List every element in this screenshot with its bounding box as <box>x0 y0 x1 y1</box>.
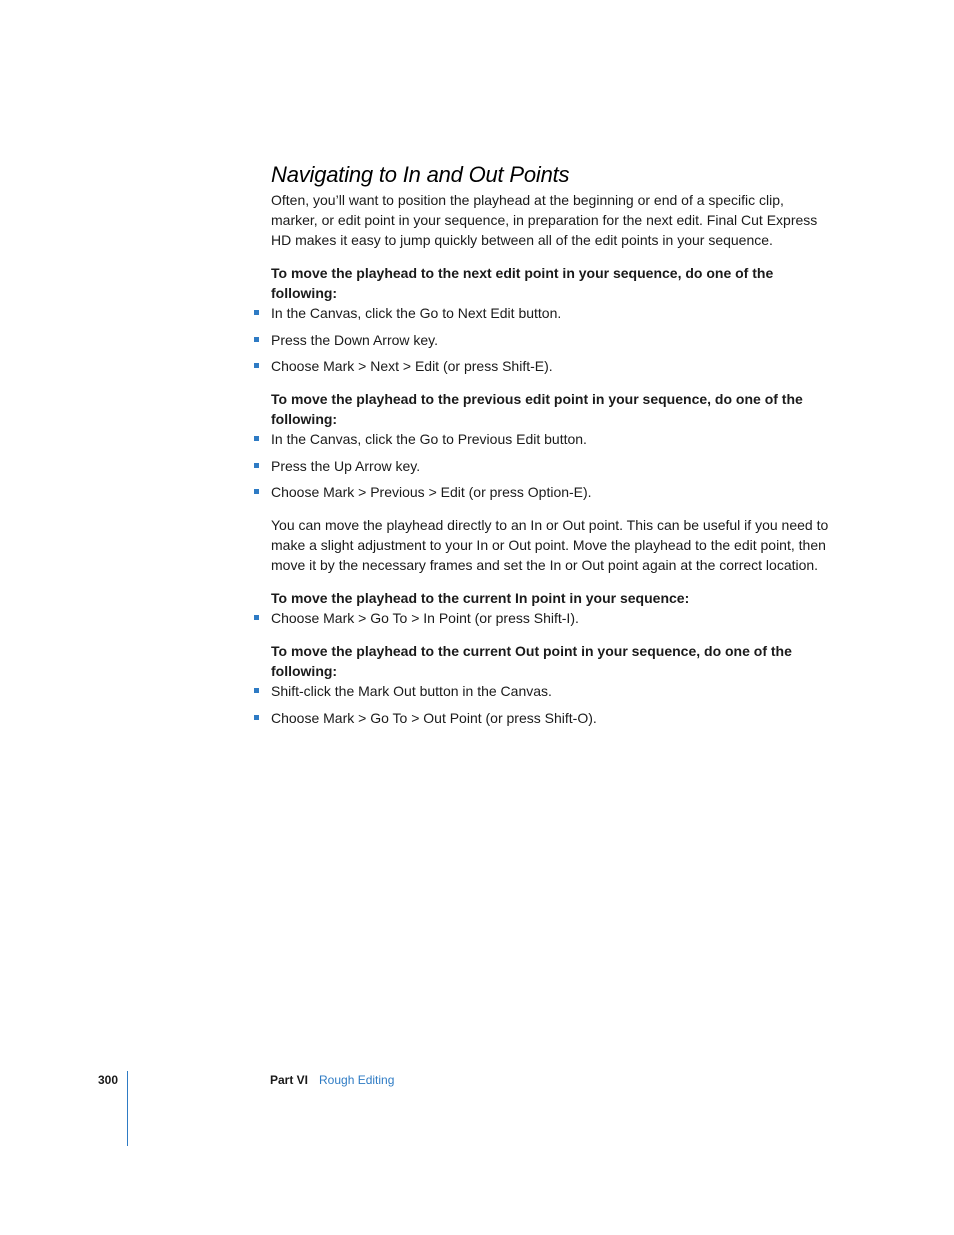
square-bullet-icon <box>254 436 259 441</box>
intro-paragraph: Often, you’ll want to position the playhead at the beginning or end of a specific clip, marker, or edit point in your sequence, in preparation for the next edit. Final Cut Express HD makes it easy to jump quickly between all of the edit points in your sequence. <box>271 192 818 248</box>
list-item: Choose Mark > Next > Edit (or press Shift-E). <box>271 356 831 376</box>
square-bullet-icon <box>254 363 259 368</box>
task-heading-next-edit: To move the playhead to the next edit point in your sequence, do one of the following: <box>271 265 774 301</box>
footer-section-link[interactable]: Rough Editing <box>319 1073 395 1087</box>
section-title: Navigating to In and Out Points <box>271 162 570 187</box>
square-bullet-icon <box>254 337 259 342</box>
square-bullet-icon <box>254 715 259 720</box>
task-heading-previous-edit: To move the playhead to the previous edit point in your sequence, do one of the following: <box>271 391 803 427</box>
square-bullet-icon <box>254 463 259 468</box>
task-heading-in-point: To move the playhead to the current In point in your sequence: <box>271 590 690 606</box>
square-bullet-icon <box>254 688 259 693</box>
list-item: Choose Mark > Previous > Edit (or press Option-E). <box>271 482 831 502</box>
bullet-list-next-edit <box>271 303 831 376</box>
list-item: Press the Down Arrow key. <box>271 330 831 350</box>
body-paragraph: You can move the playhead directly to an In or Out point. This can be useful if you need to make a slight adjustment to your In or Out point. Move the playhead to the edit point, then move it by the necessary frames and set the In or Out point again at the correct location. <box>271 517 829 573</box>
bullet-list-in-point <box>271 608 831 628</box>
bullet-list-previous-edit <box>271 429 831 502</box>
square-bullet-icon <box>254 489 259 494</box>
list-item: Shift-click the Mark Out button in the Canvas. <box>271 681 831 701</box>
list-item: In the Canvas, click the Go to Next Edit button. <box>271 303 831 323</box>
task-heading-out-point: To move the playhead to the current Out point in your sequence, do one of the following: <box>271 643 792 679</box>
square-bullet-icon <box>254 615 259 620</box>
page-number: 300 <box>98 1073 119 1087</box>
list-item: In the Canvas, click the Go to Previous Edit button. <box>271 429 831 449</box>
footer-divider <box>127 1071 128 1146</box>
footer-part-label: Part VI <box>270 1073 309 1087</box>
bullet-list-out-point <box>271 681 831 728</box>
list-item: Choose Mark > Go To > Out Point (or press Shift-O). <box>271 708 831 728</box>
page-content <box>271 160 831 728</box>
list-item: Press the Up Arrow key. <box>271 456 831 476</box>
list-item: Choose Mark > Go To > In Point (or press Shift-I). <box>271 608 831 628</box>
square-bullet-icon <box>254 310 259 315</box>
